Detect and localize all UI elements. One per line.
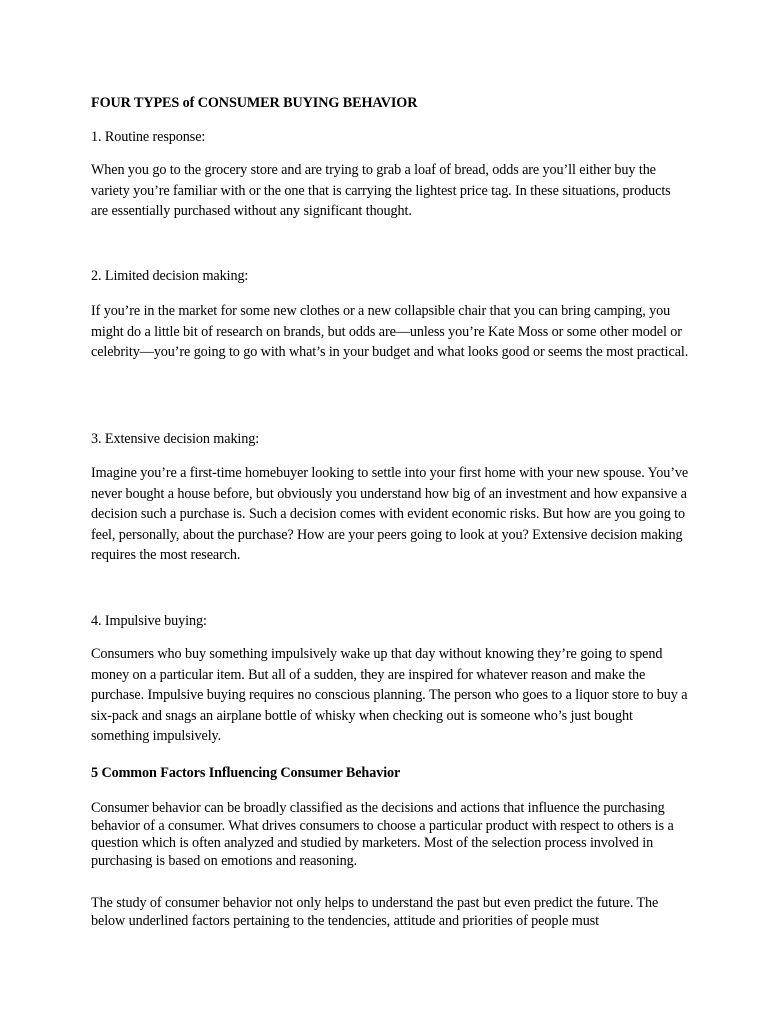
type-heading-routine-response: 1. Routine response: bbox=[91, 129, 206, 145]
paragraph-consumer-behavior-definition: Consumer behavior can be broadly classified as the decisions and actions that influence the purchasing behavior of a consumer. What drives consumers to choose a particular product with respect to others is a question which is often analyzed and studied by marketers. Most of the selection process involved in purchasing is based on emotions and reasoning. bbox=[91, 800, 674, 869]
document-title: FOUR TYPES of CONSUMER BUYING BEHAVIOR bbox=[91, 95, 418, 111]
section-heading-common-factors: 5 Common Factors Influencing Consumer Behavior bbox=[91, 765, 401, 781]
type-heading-extensive-decision-making: 3. Extensive decision making: bbox=[91, 431, 260, 447]
type-body-extensive-decision-making: Imagine you’re a first-time homebuyer looking to settle into your first home with your new spouse. You’ve never bought a house before, but obviously you understand how big of an investment and how expansive a decision such a purchase is. Such a decision comes with evident economic risks. But how are you going to feel, personally, about the purchase? How are your peers going to look at you? Extensive decision making requires the most research. bbox=[91, 465, 689, 563]
type-body-limited-decision-making: If you’re in the market for some new clothes or a new collapsible chair that you can bring camping, you might do a little bit of research on brands, but odds are—unless you’re Kate Moss or some other model or celebrity—you’re going to go with what’s in your budget and what looks good or seems the most practical. bbox=[91, 303, 689, 360]
type-body-impulsive-buying: Consumers who buy something impulsively wake up that day without knowing they’re going to spend money on a particular item. But all of a sudden, they are inspired for whatever reason and make the purchase. Impulsive buying requires no conscious planning. The person who goes to a liquor store to buy a six-pack and snags an airplane bottle of whisky when checking out is someone who’s just bought something impulsively. bbox=[91, 646, 688, 744]
paragraph-consumer-behavior-study: The study of consumer behavior not only helps to understand the past but even predict the future. The below underlined factors pertaining to the tendencies, attitude and priorities of people must bbox=[91, 895, 659, 929]
type-body-routine-response: When you go to the grocery store and are trying to grab a loaf of bread, odds are you’ll either buy the variety you’re familiar with or the one that is carrying the lightest price tag. In these situations, products are essentially purchased without any significant thought. bbox=[91, 162, 671, 219]
type-heading-impulsive-buying: 4. Impulsive buying: bbox=[91, 613, 207, 629]
type-heading-limited-decision-making: 2. Limited decision making: bbox=[91, 268, 249, 284]
